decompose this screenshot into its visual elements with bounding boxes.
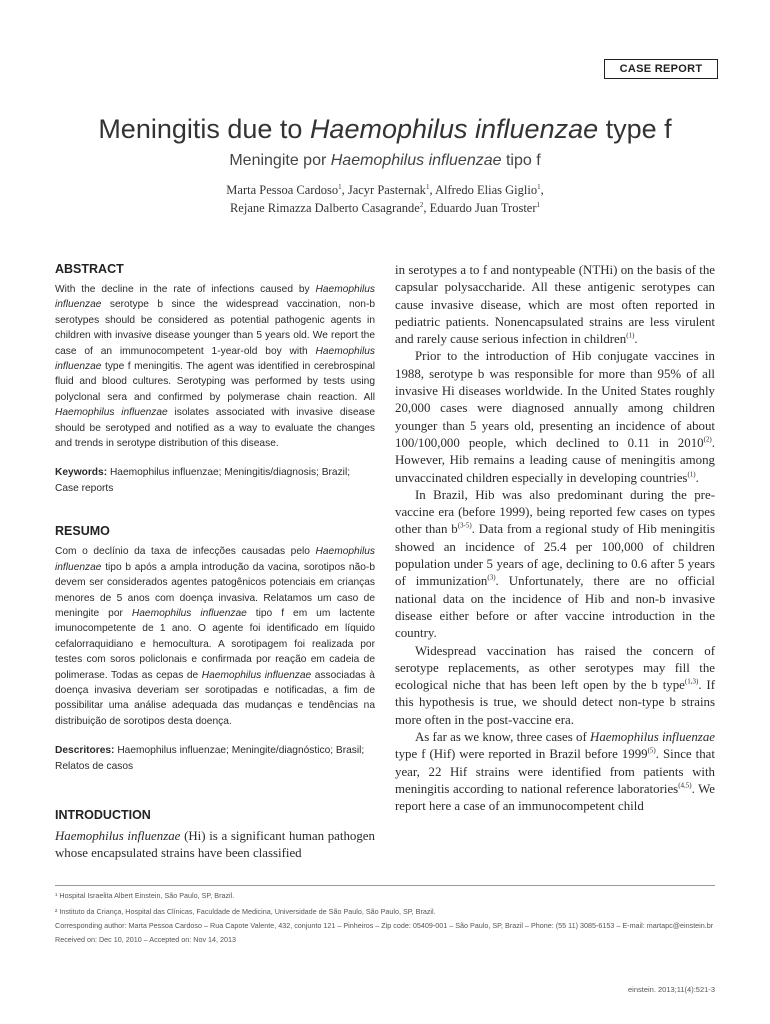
resumo-heading: RESUMO [55,524,110,539]
author-name: Eduardo Juan Troster [429,201,537,215]
author-affiliation-marker: 1 [425,182,430,191]
case-report-badge: CASE REPORT [604,59,718,79]
page-footer: einstein. 2013;11(4):521-3 [627,985,715,994]
received-dates: Received on: Dec 10, 2010 – Accepted on: Nov 14, 2013 [55,935,237,944]
subtitle-italic: Haemophilus influenzae [330,152,502,169]
introduction-paragraph: Widespread vaccination has raised the concern of serotype replacements, as other serotypes may fill the ecological niche that has been left open by the b type$^{(1,3)}$. If this hypothesis is true, we should detect non-type b strains more often in the post-vaccine era. [395,643,716,727]
author-name: Marta Pessoa Cardoso [226,183,339,197]
title-prefix: Meningitis due to [98,114,310,144]
introduction-heading: INTRODUCTION [55,807,151,822]
authors-line-2: Rejane Rimazza Dalberto Casagrande$^2$, Eduardo Juan Troster$^1$ [229,200,541,215]
author-affiliation-marker: 1 [537,182,541,191]
article-title [0,114,770,145]
introduction-paragraph: As far as we know, three cases of Haemophilus influenzae type f (Hif) were reported in Brazil before 1999$^{(5)}$. Since that year, 22 Hif strains were identified from patients with meningitis according to national reference laboratories$^{(4,5)}$. We report here a case of an immunocompetent child [395,730,715,814]
keywords-label: Keywords: [55,467,108,479]
left-column [55,262,375,863]
article-subtitle [0,152,770,170]
subtitle-suffix: tipo f [501,152,541,169]
author-affiliation-marker: 2 [419,200,424,209]
abstract-keywords [55,465,375,496]
title-suffix: type f [598,114,672,144]
descritores-text: Haemophilus influenzae; Meningite/diagnóstico; Brasil; Relatos de casos [55,745,365,772]
keywords-text: Haemophilus influenzae; Meningitis/diagnosis; Brazil; Case reports [55,467,351,494]
abstract-text: With the decline in the rate of infections caused by Haemophilus influenzae serotype b since the widespread vaccination, non-b serotypes should be considered as potential pathogenic agents in children with invasive disease younger than 5 years old. We report the case of an immunocompetent 1-year-old boy with Haemophilus influenzae type f meningitis. The agent was identified in cerebrospinal fluid and blood cultures. Serotyping was performed by tests using polyclonal sera and confirmed by polymerase chain reaction. All Haemophilus influenzae isolates associated with invasive disease should be serotyped and notified as a way to evaluate the changes and trends in serotype distribution of this disease. [55,284,375,450]
right-column [395,262,715,816]
corresponding-author: Corresponding author: Marta Pessoa Cardoso – Rua Capote Valente, 432, conjunto 121 – Pinheiros – Zip code: 05409-001 – São Paulo, SP, Brazil – Phone: (55 11) 3085-6153 – E-mail: martapc@einstein.br [55,921,714,930]
authors-line-1: Marta Pessoa Cardoso$^1$, Jacyr Pasternak$^1$, Alfredo Elias Giglio$^1$, [226,182,544,197]
author-affiliation-marker: 1 [536,200,541,209]
introduction-paragraph: In Brazil, Hib was also predominant during the pre-vaccine era (before 1999), being reported few cases on types other than $b^{(3-5)}$. Data from a regional study of Hib meningitis showed an incidence of 25.4 per 100,000 of children population under 5 years of age, declining to 0.6 after 5 years of immunization$^{(3)}$. Unfortunately, there are no official national data on the incidence of Hib and non-b invasive disease either before or after vaccine introduction in the country. [395,487,715,641]
introduction-paragraph: in serotypes a to f and nontypeable (NTHi) on the basis of the capsular polysaccharide. All these antigenic serotypes can cause invasive disease, which are most often reported in pediatric patients. Nonencapsulated strains are less virulent and rarely cause serious infection in children$^{(1)}$. [395,263,715,347]
subtitle-prefix: Meningite por [229,152,331,169]
resumo-keywords [55,743,375,774]
title-italic: Haemophilus influenzae [309,114,599,144]
introduction-left-text: Haemophilus influenzae (Hi) is a significant human pathogen whose encapsulated strains have been classified [55,828,375,861]
footnote-2: ² Instituto da Criança, Hospital das Clínicas, Faculdade de Medicina, Universidade de São Paulo, São Paulo, SP, Brazil. [55,907,436,916]
footnote-divider [55,885,715,886]
introduction-paragraph: Prior to the introduction of Hib conjugate vaccines in 1988, serotype b was responsible for more than 95% of all invasive Hi diseases worldwide. In the United States roughly 20,000 cases were diagnosed annually among children younger than 5 years old, presenting an incidence of about 100/100,000 people, which declined to 0.11 in 2010$^{(2)}$. However, Hib remains a leading cause of meningitis among unvaccinated children especially in developing countries$^{(1)}$. [395,349,715,485]
author-affiliation-marker: 1 [338,182,342,191]
author-name: Rejane Rimazza Dalberto Casagrande [229,201,420,215]
author-name: Jacyr Pasternak [347,183,426,197]
resumo-text: Com o declínio da taxa de infecções causadas pelo Haemophilus influenzae tipo b após a ampla introdução da vacina, sorotipos não-b devem ser considerados agentes patogênicos potenciais em crianças menores de 5 anos com doença invasiva. Relatamos um caso de meningite por Haemophilus influenzae tipo f em um lactente imunocompetente de 1 ano. O agente foi identificado em líquido cefalorraquidiano e hemocultura. A sorotipagem foi realizada por testes com soros policlonais e confirmada por reação em cadeia de polimerase. Todas as cepas de Haemophilus influenzae associadas à doença invasiva deveriam ser sorotipadas e notificadas, a fim de possibilitar uma análise adequada das mudanças e tendências na distribuição de sorotipos desta doença. [55,546,375,727]
footnote-1: ¹ Hospital Israelita Albert Einstein, São Paulo, SP, Brazil. [55,891,235,900]
descritores-label: Descritores: [55,745,115,757]
author-name: Alfredo Elias Giglio [435,183,538,197]
abstract-heading: ABSTRACT [55,262,124,276]
